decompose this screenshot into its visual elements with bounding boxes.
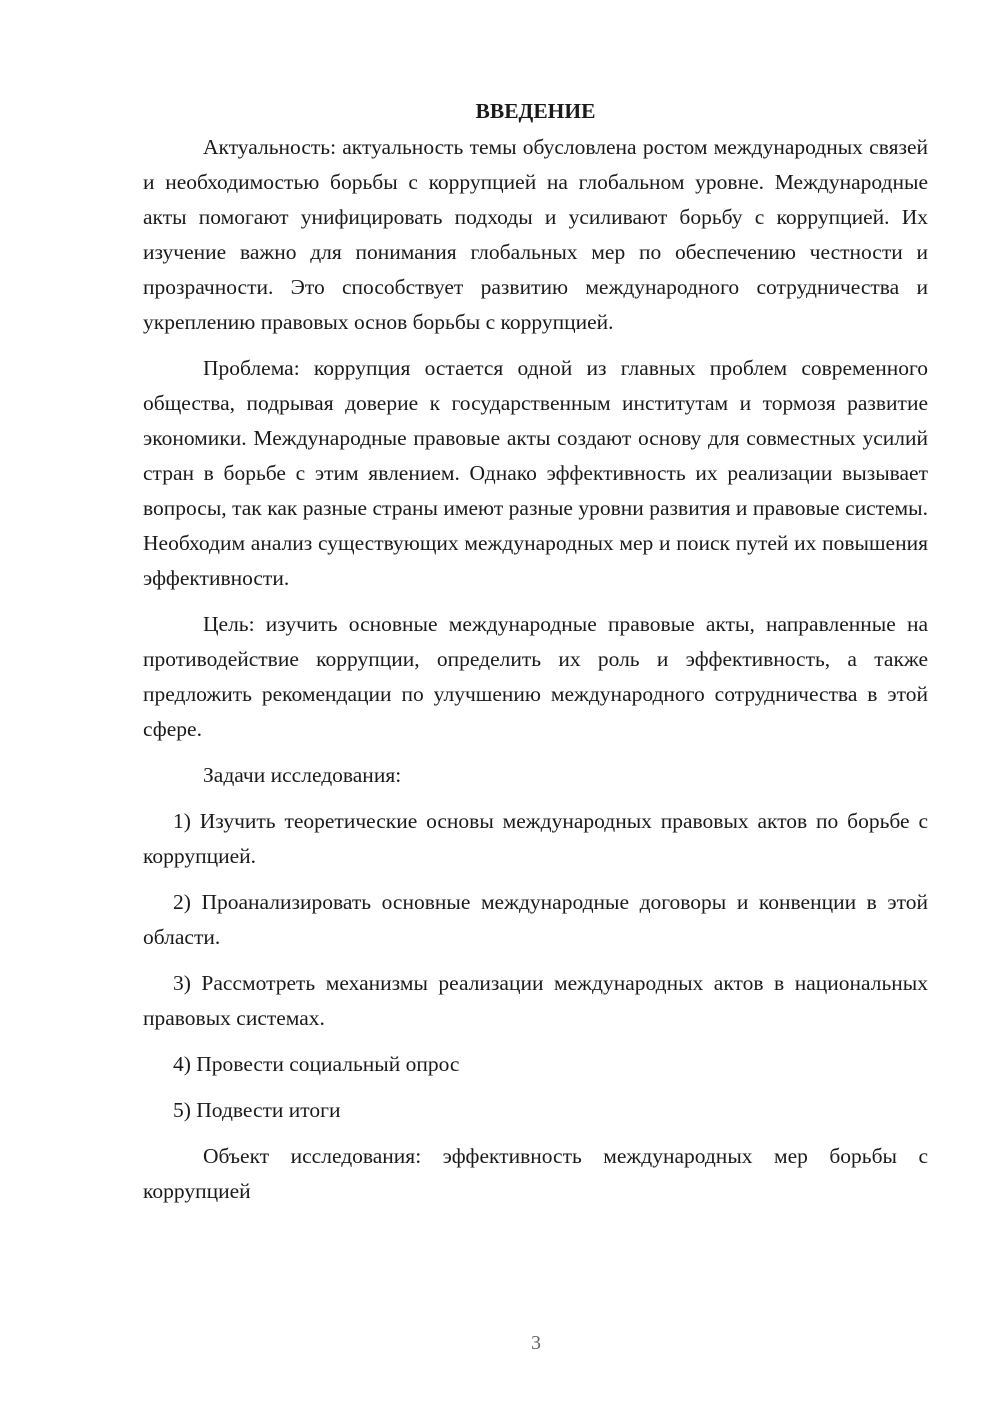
task-item-4: 4) Провести социальный опрос xyxy=(173,1052,460,1076)
task-item-3: 3) Рассмотреть механизмы реализации международных актов в национальных правовых системах. xyxy=(143,971,928,1030)
task-item-5: 5) Подвести итоги xyxy=(173,1098,341,1122)
task-item-2: 2) Проанализировать основные международные договоры и конвенции в этой области. xyxy=(143,890,928,949)
problem-paragraph: Проблема: коррупция остается одной из главных проблем современного общества, подрывая доверие к государственным институтам и тормозя развитие экономики. Международные правовые акты создают основу для совместных усилий стран в борьбе с этим явлением. Однако эффективность их реализации вызывает вопросы, так как разные страны имеют разные уровни развития и правовые системы. Необходим анализ существующих международных мер и поиск путей их повышения эффективности. xyxy=(143,356,928,590)
document-body xyxy=(143,94,928,1220)
relevance-paragraph: Актуальность: актуальность темы обусловлена ростом международных связей и необходимостью борьбы с коррупцией на глобальном уровне. Международные акты помогают унифицировать подходы и усиливают борьбу с коррупцией. Их изучение важно для понимания глобальных мер по обеспечению честности и прозрачности. Это способствует развитию международного сотрудничества и укреплению правовых основ борьбы с коррупцией. xyxy=(143,135,928,334)
page-number: 3 xyxy=(531,1332,541,1354)
goal-paragraph: Цель: изучить основные международные правовые акты, направленные на противодействие коррупции, определить их роль и эффективность, а также предложить рекомендации по улучшению международного сотрудничества в этой сфере. xyxy=(143,612,928,741)
tasks-heading: Задачи исследования: xyxy=(203,763,402,787)
object-paragraph: Объект исследования: эффективность международных мер борьбы с коррупцией xyxy=(143,1144,928,1203)
section-title: ВВЕДЕНИЕ xyxy=(475,99,596,123)
task-item-1: 1) Изучить теоретические основы международных правовых актов по борьбе с коррупцией. xyxy=(143,809,928,868)
